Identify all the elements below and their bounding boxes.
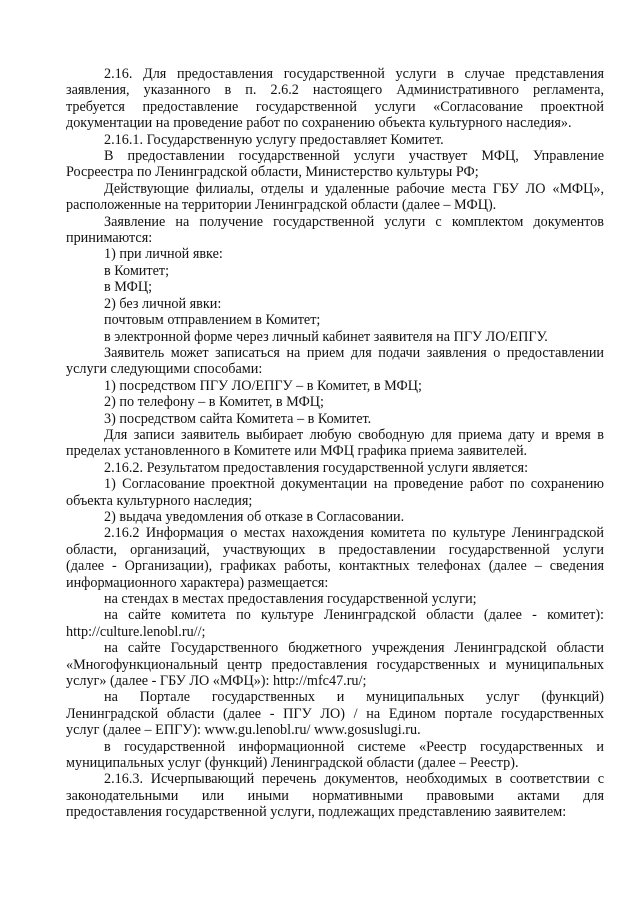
list-item bbox=[66, 411, 604, 427]
text-line: 2.16.2 Информация о местах нахождения комитета по культуре Ленинградской bbox=[104, 525, 604, 542]
paragraph bbox=[66, 214, 604, 247]
paragraph bbox=[66, 148, 604, 181]
text-line: в электронной форме через личный кабинет заявителя на ПГУ ЛО/ЕПГУ. bbox=[104, 328, 548, 345]
text-line: 2.16. Для предоставления государственной услуги в случае представления bbox=[104, 66, 604, 82]
text-line: 2.16.1. Государственную услугу предоставляет Комитет. bbox=[104, 131, 444, 148]
text-line: заявления, указанного в п. 2.6.2 настоящего Административного регламента, bbox=[66, 82, 604, 99]
text-line: Росреестра по Ленинградской области, Министерство культуры РФ; bbox=[66, 164, 479, 181]
text-line: в Комитет; bbox=[104, 262, 170, 279]
list-item bbox=[66, 246, 604, 262]
paragraph bbox=[66, 427, 604, 460]
text-line: области, организаций, участвующих в предоставлении государственной услуги bbox=[66, 541, 604, 558]
text-line: В предоставлении государственной услуги участвует МФЦ, Управление bbox=[104, 148, 604, 165]
list-item bbox=[66, 394, 604, 410]
text-line: Заявление на получение государственной услуги с комплектом документов bbox=[104, 213, 604, 230]
text-line: на сайте комитета по культуре Ленинградской области (далее - комитет): bbox=[104, 607, 604, 624]
text-line: услуги следующими способами: bbox=[66, 361, 263, 378]
text-line: услуг (далее – ЕПГУ): www.gu.lenobl.ru/ www.gosuslugi.ru. bbox=[66, 722, 421, 739]
paragraph bbox=[66, 66, 604, 132]
paragraph bbox=[66, 771, 604, 820]
list-item bbox=[66, 378, 604, 394]
text-line: расположенные на территории Ленинградской области (далее – МФЦ). bbox=[66, 197, 497, 214]
paragraph bbox=[66, 525, 604, 591]
list-item bbox=[66, 329, 604, 345]
list-item bbox=[66, 312, 604, 328]
text-line: 1) при личной явке: bbox=[104, 246, 223, 263]
text-line: Для записи заявитель выбирает любую свободную для приема дату и время в bbox=[104, 426, 604, 443]
text-line: на стендах в местах предоставления государственной услуги; bbox=[104, 591, 477, 607]
text-line: документации на проведение работ по сохранению объекта культурного наследия». bbox=[66, 115, 572, 132]
list-item bbox=[66, 279, 604, 295]
paragraph bbox=[66, 640, 604, 689]
text-line: информационного характера) размещается: bbox=[66, 574, 329, 591]
text-line: муниципальных услуг (функций) Ленинградской области (далее – Реестр). bbox=[66, 755, 519, 772]
paragraph bbox=[66, 181, 604, 214]
text-line: 1) Согласование проектной документации на проведение работ по сохранению bbox=[104, 476, 604, 493]
text-line: услуг» (далее - ГБУ ЛО «МФЦ»): http://mfc47.ru/; bbox=[66, 673, 367, 690]
text-line: объекта культурного наследия; bbox=[66, 492, 253, 509]
paragraph bbox=[66, 689, 604, 738]
paragraph bbox=[66, 509, 604, 525]
text-line: 2.16.2. Результатом предоставления государственной услуги является: bbox=[104, 459, 529, 476]
text-line: (далее - Организации), графиках работы, контактных телефонах (далее – сведения bbox=[66, 558, 604, 575]
text-line: принимаются: bbox=[66, 230, 153, 247]
text-line: в государственной информационной системе «Реестр государственных и bbox=[104, 738, 604, 755]
text-line: «Многофункциональный центр предоставления государственных и муниципальных bbox=[66, 656, 604, 673]
text-line: Заявитель может записаться на прием для подачи заявления о предоставлении bbox=[104, 344, 604, 361]
text-line: на Портале государственных и муниципальных услуг (функций) bbox=[104, 689, 604, 706]
list-item bbox=[66, 263, 604, 279]
text-line: на сайте Государственного бюджетного учреждения Ленинградской области bbox=[104, 640, 604, 657]
text-line: предоставления государственной услуги, подлежащих представлению заявителем: bbox=[66, 804, 567, 821]
paragraph bbox=[66, 607, 604, 640]
paragraph bbox=[66, 132, 604, 148]
text-line: в МФЦ; bbox=[104, 279, 153, 296]
paragraph bbox=[66, 460, 604, 476]
paragraph bbox=[66, 345, 604, 378]
text-line: 2) выдача уведомления об отказе в Согласовании. bbox=[104, 508, 405, 525]
text-line: 3) посредством сайта Комитета – в Комитет. bbox=[104, 410, 372, 427]
text-line: http://culture.lenobl.ru//; bbox=[66, 623, 206, 640]
text-line: пределах установленного в Комитете или МФЦ графика приема заявителей. bbox=[66, 443, 528, 460]
text-line: 2.16.3. Исчерпывающий перечень документов, необходимых в соответствии с bbox=[104, 771, 604, 788]
paragraph bbox=[66, 591, 604, 607]
text-line: законодательными или иными нормативными правовыми актами для bbox=[66, 787, 604, 804]
text-line: Ленинградской области (далее - ПГУ ЛО) / на Едином портале государственных bbox=[66, 705, 604, 722]
text-line: 2) без личной явки: bbox=[104, 295, 222, 312]
text-line: почтовым отправлением в Комитет; bbox=[104, 312, 321, 329]
text-line: Действующие филиалы, отделы и удаленные рабочие места ГБУ ЛО «МФЦ», bbox=[104, 180, 604, 197]
text-line: 2) по телефону – в Комитет, в МФЦ; bbox=[104, 394, 324, 411]
paragraph bbox=[66, 476, 604, 509]
list-item bbox=[66, 296, 604, 312]
paragraph bbox=[66, 739, 604, 772]
text-line: требуется предоставление государственной услуги «Согласование проектной bbox=[66, 98, 604, 115]
text-line: 1) посредством ПГУ ЛО/ЕПГУ – в Комитет, в МФЦ; bbox=[104, 377, 422, 394]
